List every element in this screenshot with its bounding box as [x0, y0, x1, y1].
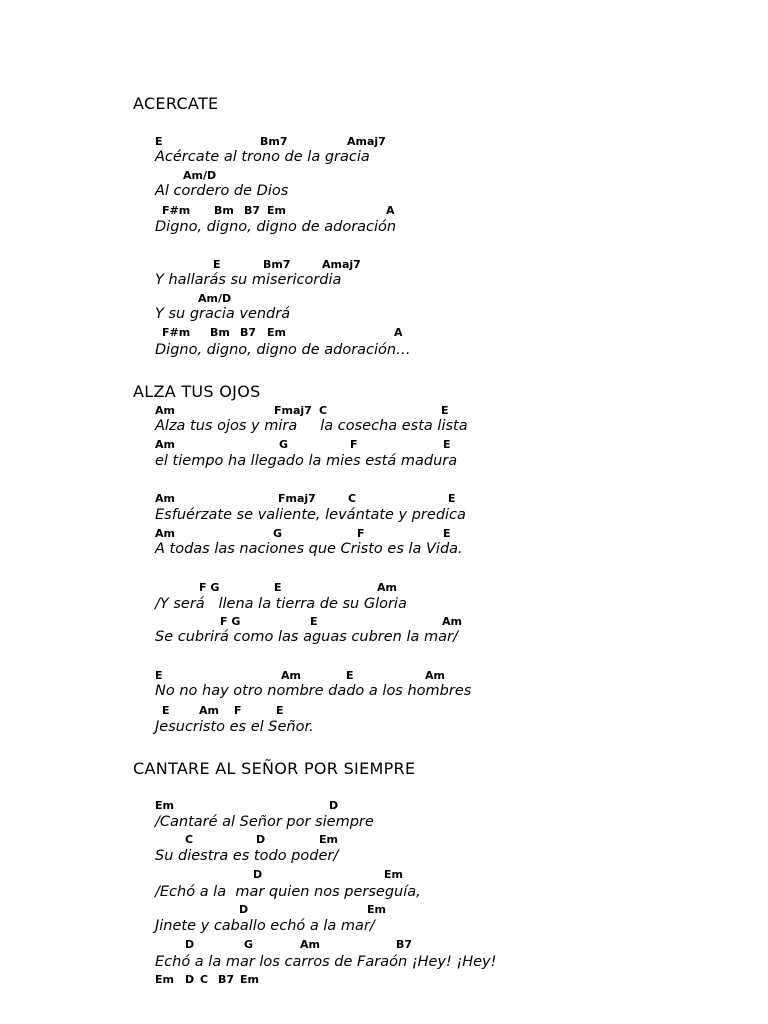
lyric-line: Echó a la mar los carros de Faraón ¡Hey! ¡Hey! [155, 954, 497, 970]
lyric-line: Al cordero de Dios [155, 183, 289, 199]
lyric-line: /Cantaré al Señor por siempre [155, 814, 374, 830]
song-title: CANTARE AL SEÑOR POR SIEMPRE [133, 759, 416, 778]
chord-label: D [329, 799, 339, 812]
chord-label: G [279, 438, 289, 451]
lyric-line: A todas las naciones que Cristo es la Vida. [155, 541, 463, 557]
chord-label: E [155, 669, 163, 682]
chord-label: Am [377, 581, 397, 594]
chord-label: C [348, 492, 357, 505]
lyric-line: Alza tus ojos y mira la cosecha esta lista [155, 418, 468, 434]
chord-label: D [253, 868, 263, 881]
chord-label: Fmaj7 [278, 492, 316, 505]
chord-label: D [185, 973, 195, 986]
chord-label: Amaj7 [322, 258, 361, 271]
chord-label: Em [267, 204, 286, 217]
chord-label: Am/D [183, 169, 217, 182]
lyric-line: Su diestra es todo poder/ [155, 848, 339, 864]
lyric-line: Y su gracia vendrá [155, 306, 291, 322]
chord-label: Em [367, 903, 386, 916]
chord-label: E [448, 492, 456, 505]
chord-label: B7 [244, 204, 261, 217]
chord-label: Em [155, 799, 174, 812]
lyric-line: el tiempo ha llegado la mies está madura [155, 453, 458, 469]
chord-label: Fmaj7 [274, 404, 312, 417]
chord-label: E [443, 527, 451, 540]
chord-label: Am [155, 527, 175, 540]
chord-label: Am [281, 669, 301, 682]
chord-label: Em [384, 868, 403, 881]
chord-label: E [346, 669, 354, 682]
chord-label: E [443, 438, 451, 451]
lyric-line: Se cubrirá como las aguas cubren la mar/ [155, 629, 458, 645]
chord-label: E [155, 135, 163, 148]
chord-label: F G [220, 615, 241, 628]
chord-label: D [256, 833, 266, 846]
chord-label: G [244, 938, 254, 951]
lyric-line: Jesucristo es el Señor. [155, 719, 314, 735]
chord-label: Bm [210, 326, 230, 339]
chord-label: G [273, 527, 283, 540]
chord-label: E [310, 615, 318, 628]
lyric-line: Acércate al trono de la gracia [155, 149, 370, 165]
chord-label: B7 [396, 938, 413, 951]
chord-label: Bm [214, 204, 234, 217]
chord-label: D [239, 903, 249, 916]
lyric-line: No no hay otro nombre dado a los hombres [155, 683, 472, 699]
chord-label: A [386, 204, 395, 217]
chord-label: F [357, 527, 365, 540]
chord-label: Bm7 [260, 135, 288, 148]
chord-label: Em [267, 326, 286, 339]
song-title: ACERCATE [133, 94, 219, 113]
lyric-line: Y hallarás su misericordia [155, 272, 342, 288]
lyric-line: Esfuérzate se valiente, levántate y predica [155, 507, 466, 523]
chord-label: Am [155, 492, 175, 505]
chord-label: Am [155, 404, 175, 417]
chord-label: F [234, 704, 242, 717]
lyric-line: /Echó a la mar quien nos perseguía, [155, 884, 421, 900]
chord-label: B7 [218, 973, 235, 986]
chord-label: Am [199, 704, 219, 717]
chord-label: A [394, 326, 403, 339]
lyric-line: Digno, digno, digno de adoración… [155, 342, 411, 358]
chord-label: E [441, 404, 449, 417]
lyric-line: /Y será llena la tierra de su Gloria [155, 596, 407, 612]
chord-label: C [319, 404, 328, 417]
chord-label: Am [300, 938, 320, 951]
lyric-line: Jinete y caballo echó a la mar/ [155, 918, 375, 934]
chord-label: Em [319, 833, 338, 846]
chord-label: F G [199, 581, 220, 594]
chord-label: C [200, 973, 209, 986]
chord-label: Am [155, 438, 175, 451]
chord-label: Em [155, 973, 174, 986]
chord-label: Em [240, 973, 259, 986]
chord-label: D [185, 938, 195, 951]
chord-label: Bm7 [263, 258, 291, 271]
chord-label: B7 [240, 326, 257, 339]
chord-label: F [350, 438, 358, 451]
chord-label: Am/D [198, 292, 232, 305]
chord-label: Am [442, 615, 462, 628]
chord-label: F#m [162, 326, 191, 339]
chord-label: E [276, 704, 284, 717]
chord-label: E [162, 704, 170, 717]
song-title: ALZA TUS OJOS [133, 382, 261, 401]
chord-label: C [185, 833, 194, 846]
chord-label: F#m [162, 204, 191, 217]
chord-label: E [274, 581, 282, 594]
lyric-line: Digno, digno, digno de adoración [155, 219, 397, 235]
chord-label: Amaj7 [347, 135, 386, 148]
chord-label: E [213, 258, 221, 271]
chord-label: Am [425, 669, 445, 682]
